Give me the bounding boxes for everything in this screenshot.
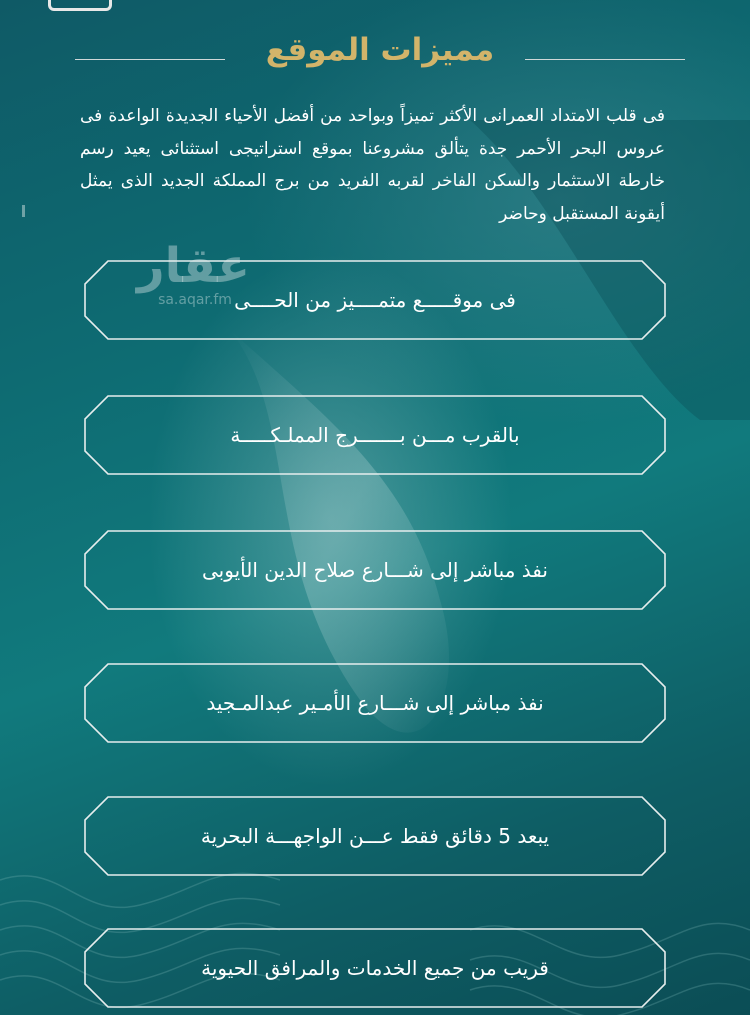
feature-card [84, 395, 666, 475]
feature-label: قريب من جميع الخدمات والمرافق الحيوية [201, 956, 549, 980]
feature-label: فى موقـــــع متمــــيز من الحــــى [234, 288, 516, 312]
top-bracket-decoration [48, 0, 112, 11]
feature-card [84, 260, 666, 340]
feature-card [84, 928, 666, 1008]
intro-paragraph: فى قلب الامتداد العمرانى الأكثر تميزاً وبواحد من أفضل الأحياء الجديدة الواعدة فى عروس البحر الأحمر جدة يتألق مشروعنا بموقع استراتيجى استثنائى يعيد رسم خارطة الاستثمار والسكن الفاخر لقربه الفريد من برج المملكة الجديد الذى يمثل أيقونة المستقبل وحاضر [80, 106, 665, 224]
feature-label: يبعد 5 دقائق فقط عـــن الواجهـــة البحرية [200, 824, 550, 848]
page-title: مميزات الموقع [265, 32, 495, 68]
feature-card [84, 530, 666, 610]
feature-card [84, 796, 666, 876]
feature-card [84, 663, 666, 743]
watermark-url: sa.aqar.fm [158, 292, 232, 308]
feature-label: بالقرب مـــن بـــــــرج المملـكـــــة [230, 423, 520, 447]
watermark-text: عقار [137, 238, 250, 294]
title-row [75, 28, 685, 72]
title-divider-left [75, 59, 225, 60]
title-divider-right [525, 59, 685, 60]
feature-label: نفذ مباشر إلى شـــارع صلاح الدين الأيوبى [202, 558, 548, 582]
feature-label: نفذ مباشر إلى شـــارع الأمـير عبدالمـجيد [206, 691, 544, 715]
